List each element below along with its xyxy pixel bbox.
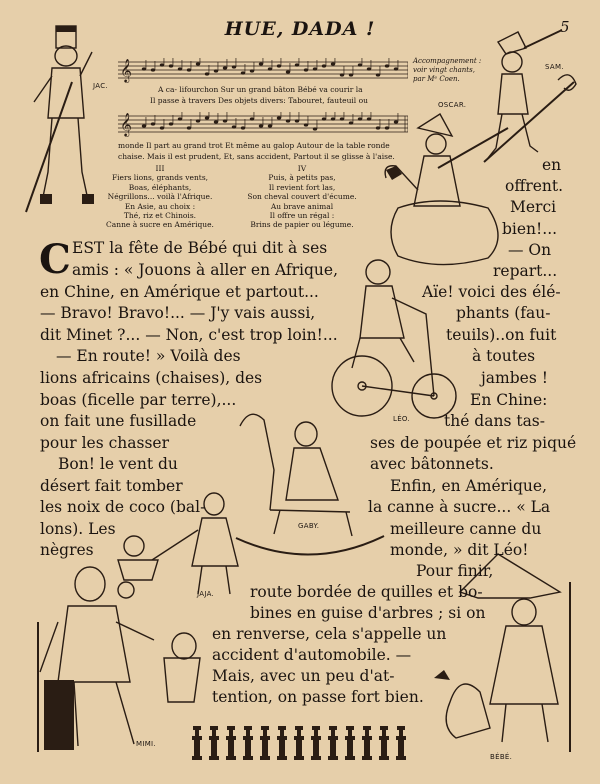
body-line-2: amis : « Jouons à aller en Afrique, [72,261,339,279]
right-line-17: la canne à sucre... « La [368,498,551,516]
song-lyric-3: monde Il part au grand trot Et même au galop Autour de la table ronde [118,141,390,150]
verse-line: Puis, à petits pas, [268,173,336,183]
body-line-12: désert fait tomber [40,477,183,495]
body-line-3: en Chine, en Amérique et partout... [40,283,319,301]
caption-mimi: MIMI. [136,740,156,748]
verse-line: Son cheval couvert d'écume. [247,192,357,202]
page-title: HUE, DADA ! [224,18,376,40]
accompaniment-line: voir vingt chants, [413,66,475,74]
caption-oscar: OSCAR. [438,101,467,109]
body-line-1: EST la fête de Bébé qui dit à ses [72,239,328,257]
right-line-6: repart... [493,262,558,280]
bottom-line-1: route bordée de quilles et bo- [250,583,483,601]
song-lyric-2: Il passe à travers Des objets divers: Tabouret, fauteuil ou [150,96,368,105]
body-line-9: on fait une fusillade [40,412,197,430]
body-line-15: nègres [40,541,94,559]
body-line-4: — Bravo! Bravo!... — J'y vais aussi, [40,304,316,322]
verse-line: Boas, éléphants, [128,182,192,192]
gaby-rocking-horse-illustration [230,400,390,560]
caption-jaja: JAJA. [197,590,215,598]
right-line-5: — On [508,241,552,259]
accompaniment-line: par Mᵉ Coen. [413,75,460,83]
right-line-10: à toutes [472,347,536,365]
verse-line: Négrillons... voilà l'Afrique. [107,192,213,202]
drop-cap: C [39,236,71,283]
right-line-12: En Chine: [470,391,548,409]
right-line-19: monde, » dit Léo! [390,541,529,559]
page-number: 5 [560,18,570,36]
body-line-10: pour les chasser [40,434,169,452]
skittles-row-illustration [186,720,416,764]
right-line-18: meilleure canne du [390,520,542,538]
verse-line: Canne à sucre en Amérique. [106,220,214,230]
music-staff-1 [118,58,408,84]
right-line-20: Pour finir, [416,562,494,580]
verse-4 [237,164,367,230]
verse-number: III [155,164,165,173]
right-line-14: ses de poupée et riz piqué [370,434,577,452]
song-lyric-4: chaise. Mais il est prudent, Et, sans accident, Partout il se glisse à l'aise. [118,152,395,161]
verse-line: Il offre un régal : [269,211,335,221]
song-lyric-1: A ca- lifourchon Sur un grand bâton Bébé va courir la [158,85,363,94]
right-line-2: offrent. [505,177,564,195]
verse-line: Fiers lions, grands vents, [111,173,209,183]
verse-line: En Asie, au choix : [124,201,196,211]
caption-jac: JAC. [93,82,108,90]
svg-text:𝄞: 𝄞 [120,112,132,136]
bottom-line-3: en renverse, cela s'appelle un [212,625,447,643]
verse-line: Brins de papier ou légume. [250,220,354,230]
body-line-8: boas (ficelle par terre),... [40,391,237,409]
body-line-13: les noix de coco (bal- [40,498,206,516]
body-line-11: Bon! le vent du [58,455,178,473]
right-line-11: jambes ! [481,369,548,387]
right-line-7: Aïe! voici des élé- [422,283,561,301]
caption-bebe: BÉBÉ. [490,753,513,761]
bottom-line-2: bines en guise d'arbres ; si on [250,604,486,622]
right-line-8: phants (fau- [456,304,551,322]
verse-number: IV [297,164,307,173]
verse-3 [95,164,225,230]
body-line-14: lons). Les [40,520,116,538]
right-line-16: Enfin, en Amérique, [390,477,547,495]
bottom-line-6: tention, on passe fort bien. [212,688,424,706]
music-staff-2 [118,112,408,138]
caption-gaby: GABY. [298,522,320,530]
caption-leo: LÉO. [393,415,410,423]
right-line-13: thé dans tas- [444,412,545,430]
body-line-6: — En route! » Voilà des [56,347,241,365]
jac-soldier-illustration [22,22,114,218]
body-line-5: dit Minet ?... — Non, c'est trop loin!... [40,326,338,344]
right-line-4: bien!... [502,220,558,238]
accompaniment-line: Accompagnement : [413,57,482,65]
verse-line: Il revient fort las, [268,182,336,192]
right-line-1: en [542,156,562,174]
verse-line: Au brave animal [270,201,334,211]
right-line-15: avec bâtonnets. [370,455,494,473]
right-line-9: teuils)..on fuit [446,326,557,344]
verse-line: Thé, riz et Chinois. [123,211,197,221]
right-line-3: Merci [510,198,557,216]
bottom-line-4: accident d'automobile. — [212,646,412,664]
svg-text:𝄞: 𝄞 [120,58,132,82]
bottom-line-5: Mais, avec un peu d'at- [212,667,395,685]
body-line-7: lions africains (chaises), des [40,369,263,387]
caption-sam: SAM. [545,63,564,71]
